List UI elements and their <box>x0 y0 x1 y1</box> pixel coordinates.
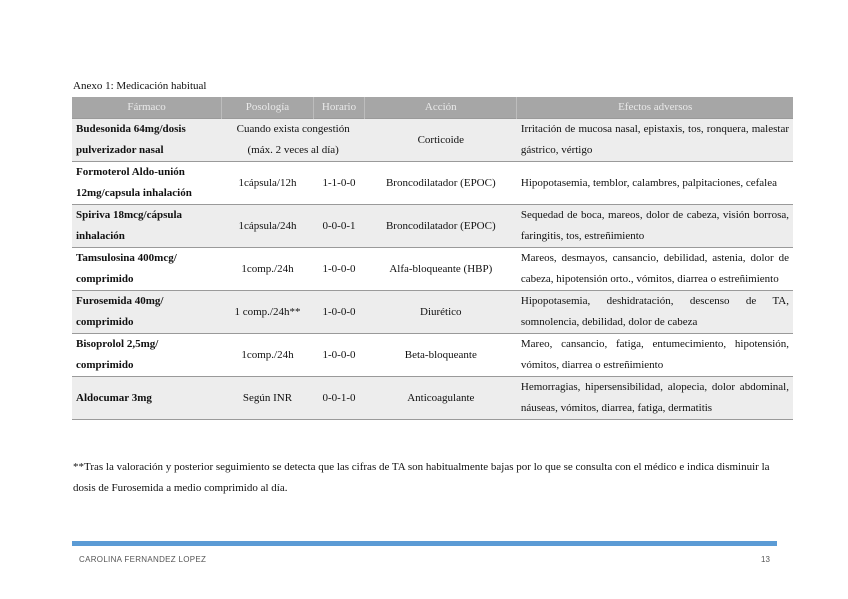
cell-farmaco: Formoterol Aldo-unión 12mg/capsula inhalación <box>72 162 222 205</box>
table-row <box>72 291 793 334</box>
cell-efectos: Hipopotasemia, temblor, calambres, palpitaciones, cefalea <box>517 162 793 205</box>
cell-posologia: 1 comp./24h** <box>222 291 314 334</box>
cell-efectos: Hemorragias, hipersensibilidad, alopecia, dolor abdominal, náuseas, vómitos, diarrea, fatiga, dermatitis <box>517 377 793 420</box>
table-row <box>72 248 793 291</box>
cell-efectos: Sequedad de boca, mareos, dolor de cabeza, visión borrosa, faringitis, tos, estreñimiento <box>517 205 793 248</box>
cell-farmaco: Tamsulosina 400mcg/ comprimido <box>72 248 222 291</box>
cell-farmaco: Spiriva 18mcg/cápsula inhalación <box>72 205 222 248</box>
table-row <box>72 205 793 248</box>
cell-posologia: 1comp./24h <box>222 334 314 377</box>
header-farmaco: Fármaco <box>72 97 222 119</box>
cell-accion: Broncodilatador (EPOC) <box>365 162 517 205</box>
cell-accion: Corticoide <box>365 119 517 162</box>
cell-horario: 1-0-0-0 <box>313 291 364 334</box>
table-row <box>72 119 793 162</box>
table-header-row <box>72 97 793 119</box>
cell-horario: 1-0-0-0 <box>313 334 364 377</box>
page-number: 13 <box>761 555 770 564</box>
cell-farmaco: Aldocumar 3mg <box>72 377 222 420</box>
table-caption: Anexo 1: Medicación habitual <box>73 80 207 92</box>
header-accion: Acción <box>365 97 517 119</box>
cell-farmaco: Bisoprolol 2,5mg/ comprimido <box>72 334 222 377</box>
cell-posologia: 1cápsula/24h <box>222 205 314 248</box>
cell-efectos: Hipopotasemia, deshidratación, descenso de TA, somnolencia, debilidad, dolor de cabeza <box>517 291 793 334</box>
medication-table <box>72 97 793 420</box>
header-efectos: Efectos adversos <box>517 97 793 119</box>
cell-horario: 1-0-0-0 <box>313 248 364 291</box>
table-row <box>72 334 793 377</box>
cell-horario: 0-0-0-1 <box>313 205 364 248</box>
cell-posologia: 1cápsula/12h <box>222 162 314 205</box>
footnote: **Tras la valoración y posterior seguimiento se detecta que las cifras de TA son habitualmente bajas por lo que se consulta con el médico e indica disminuir la dosis de Furosemida a medio comprimido al día. <box>73 461 770 494</box>
footer-author: CAROLINA FERNANDEZ LOPEZ <box>79 555 207 564</box>
cell-accion: Beta-bloqueante <box>365 334 517 377</box>
table-row <box>72 162 793 205</box>
cell-accion: Alfa-bloqueante (HBP) <box>365 248 517 291</box>
table-row <box>72 377 793 420</box>
cell-farmaco: Furosemida 40mg/ comprimido <box>72 291 222 334</box>
cell-accion: Anticoagulante <box>365 377 517 420</box>
cell-accion: Diurético <box>365 291 517 334</box>
header-posologia: Posología <box>222 97 314 119</box>
footer-divider <box>72 541 777 546</box>
cell-posologia: Según INR <box>222 377 314 420</box>
cell-efectos: Irritación de mucosa nasal, epistaxis, tos, ronquera, malestar gástrico, vértigo <box>517 119 793 162</box>
header-horario: Horario <box>313 97 364 119</box>
cell-efectos: Mareo, cansancio, fatiga, entumecimiento, hipotensión, vómitos, diarrea o estreñimiento <box>517 334 793 377</box>
cell-accion: Broncodilatador (EPOC) <box>365 205 517 248</box>
cell-efectos: Mareos, desmayos, cansancio, debilidad, astenia, dolor de cabeza, hipotensión orto., vómitos, diarrea o estreñimiento <box>517 248 793 291</box>
cell-posologia: Cuando exista congestión (máx. 2 veces al día) <box>222 119 365 162</box>
cell-horario: 0-0-1-0 <box>313 377 364 420</box>
cell-horario: 1-1-0-0 <box>313 162 364 205</box>
cell-posologia: 1comp./24h <box>222 248 314 291</box>
cell-farmaco: Budesonida 64mg/dosis pulverizador nasal <box>72 119 222 162</box>
